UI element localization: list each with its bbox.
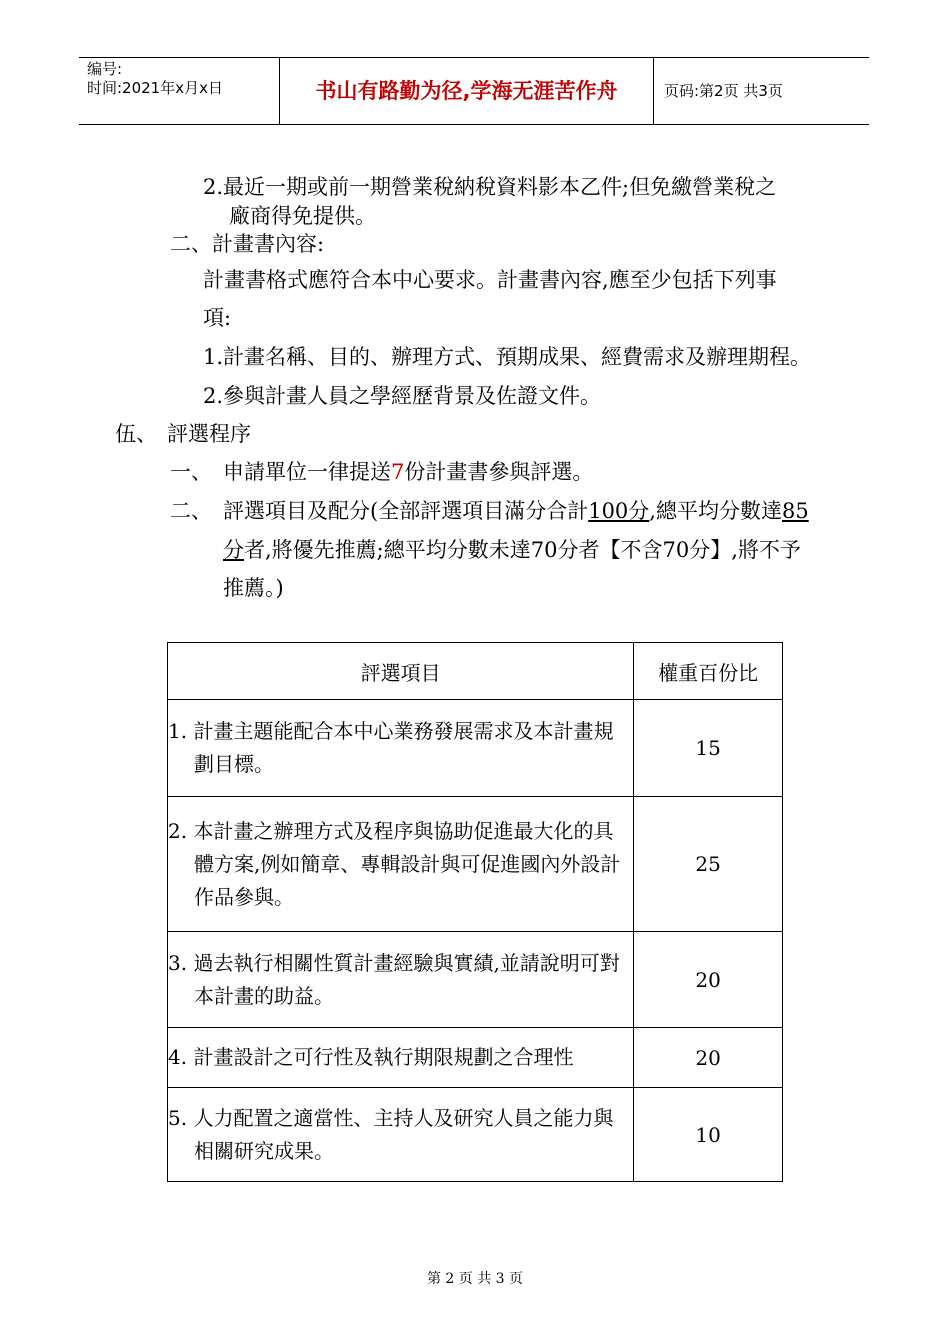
criterion-text: 3. 過去執行相關性質計畫經驗與實績,並請說明可對本計畫的助益。 bbox=[168, 950, 620, 1008]
column-header-item: 評選項目 bbox=[168, 643, 634, 700]
chapter-5-item-2-line-2 bbox=[223, 535, 801, 565]
pass-score-unit: 分 bbox=[223, 538, 244, 562]
weight-cell: 20 bbox=[634, 1028, 783, 1088]
section-2-title: 二、計畫書內容: bbox=[170, 232, 325, 256]
criterion-text: 1. 計畫主題能配合本中心業務發展需求及本計畫規劃目標。 bbox=[168, 719, 614, 776]
page-header bbox=[79, 57, 869, 125]
section-2-item-1: 1.計畫名稱、目的、辦理方式、預期成果、經費需求及辦理期程。 bbox=[203, 345, 812, 369]
item-cell bbox=[168, 700, 634, 797]
item-2-text-c: 者,將優先推薦;總平均分數未達70分者【不含70分】,將不予 bbox=[244, 538, 801, 562]
item-2-text-a: 評選項目及配分(全部評選項目滿分合計 bbox=[223, 499, 589, 523]
section-2-para-2: 項: bbox=[203, 306, 232, 330]
chapter-5-item-2-number: 二、 bbox=[170, 499, 212, 523]
table-row bbox=[168, 1028, 783, 1088]
pass-score: 85 bbox=[781, 499, 809, 523]
header-page-info: 页码:第2页 共3页 bbox=[664, 82, 783, 100]
table-row bbox=[168, 700, 783, 797]
document-date: 时间:2021年x月x日 bbox=[87, 79, 223, 97]
chapter-5-item-1 bbox=[223, 457, 593, 487]
total-score: 100分 bbox=[588, 499, 650, 523]
item-1-text-pre: 申請單位一律提送 bbox=[223, 460, 391, 484]
column-header-weight: 權重百份比 bbox=[634, 643, 783, 700]
body-line-1: 2.最近一期或前一期營業稅納稅資料影本乙件;但免繳營業稅之 bbox=[203, 175, 777, 199]
item-1-text-post: 份計畫書參與評選。 bbox=[404, 460, 594, 484]
item-2-text-b: ,總平均分數達 bbox=[649, 499, 782, 523]
weight-cell: 10 bbox=[634, 1088, 783, 1182]
weight-cell: 25 bbox=[634, 797, 783, 932]
chapter-5-number: 伍、 bbox=[115, 422, 157, 446]
table-row bbox=[168, 1088, 783, 1182]
section-2-item-2: 2.參與計畫人員之學經歷背景及佐證文件。 bbox=[203, 384, 602, 408]
document-number-label: 编号: bbox=[87, 60, 123, 78]
criterion-text: 2. 本計畫之辦理方式及程序與協助促進最大化的具體方案,例如簡章、專輯設計與可促進國內外設計作品參與。 bbox=[168, 818, 621, 909]
header-meta bbox=[87, 60, 223, 98]
item-cell bbox=[168, 797, 634, 932]
section-2-para-1: 計畫書格式應符合本中心要求。計畫書內容,應至少包括下列事 bbox=[203, 268, 777, 292]
evaluation-table bbox=[167, 642, 783, 1182]
chapter-5-item-2-line-1 bbox=[223, 496, 809, 526]
chapter-5-item-2-line-3: 推薦。) bbox=[223, 576, 284, 600]
table-header-row bbox=[168, 643, 783, 700]
item-cell bbox=[168, 1028, 634, 1088]
copies-count: 7 bbox=[391, 460, 405, 484]
criterion-text: 4. 計畫設計之可行性及執行期限規劃之合理性 bbox=[168, 1045, 574, 1069]
chapter-5-title: 評選程序 bbox=[167, 422, 251, 446]
weight-cell: 15 bbox=[634, 700, 783, 797]
header-motto: 书山有路勤为径,学海无涯苦作舟 bbox=[279, 58, 654, 124]
body-line-2: 廠商得免提供。 bbox=[229, 204, 376, 228]
table-row bbox=[168, 797, 783, 932]
table-row bbox=[168, 932, 783, 1028]
item-cell bbox=[168, 1088, 634, 1182]
criterion-text: 5. 人力配置之適當性、主持人及研究人員之能力與相關研究成果。 bbox=[168, 1105, 614, 1163]
page-footer: 第 2 页 共 3 页 bbox=[426, 1271, 524, 1287]
item-cell bbox=[168, 932, 634, 1028]
chapter-5-item-1-number: 一、 bbox=[170, 460, 212, 484]
weight-cell: 20 bbox=[634, 932, 783, 1028]
